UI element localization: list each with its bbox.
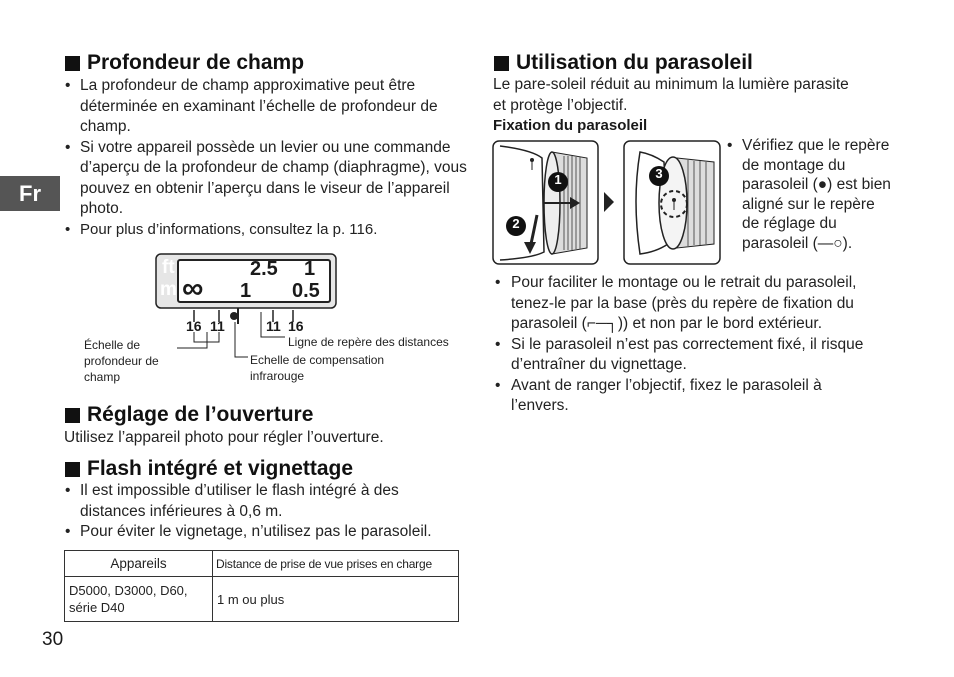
hood-attach-illustration	[492, 140, 722, 266]
depth-of-field-title: Profondeur de champ	[87, 51, 305, 74]
heading-square-icon	[65, 56, 80, 71]
flash-heading	[65, 457, 353, 481]
unit-ft: ft	[162, 257, 175, 278]
aperture-text: Utilisez l’appareil photo pour régler l’ouverture.	[64, 429, 384, 446]
aperture-title: Réglage de l’ouverture	[87, 403, 314, 426]
hood-title: Utilisation du parasoleil	[516, 51, 753, 74]
step-2-badge: 2	[512, 216, 520, 231]
ft-value-1: 1	[304, 258, 316, 280]
aperture-heading	[65, 403, 313, 427]
dof-scale-diagram	[80, 252, 470, 392]
dof-mark-11-right: 11	[266, 318, 281, 334]
table-header-cameras: Appareils	[65, 551, 213, 577]
table-row	[65, 577, 459, 622]
list-item: • Pour éviter le vignetage, n’utilisez pas le parasoleil.	[64, 522, 464, 543]
list-item: • Pour plus d’informations, consultez la p. 116.	[64, 220, 469, 241]
depth-of-field-bullets	[64, 76, 469, 240]
hood-illustrations	[492, 140, 722, 266]
page-number: 30	[42, 629, 64, 650]
flash-title: Flash intégré et vignettage	[87, 457, 354, 480]
hood-heading	[494, 51, 753, 75]
language-tab: Fr	[0, 176, 60, 211]
list-item: • Pour faciliter le montage ou le retrait du parasoleil, tenez-le par la base (près du repère de fixation du parasoleil (⌐─┐)) et non par le bord extérieur.	[494, 273, 874, 335]
list-item: • Avant de ranger l’objectif, fixez le parasoleil à l’envers.	[494, 376, 874, 417]
hood-intro: Le pare-soleil réduit au minimum la lumière parasite et protège l’objectif.	[493, 76, 849, 114]
list-item: • La profondeur de champ approximative peut être déterminée en examinant l’échelle de profondeur de champ.	[64, 76, 469, 138]
heading-square-icon	[65, 462, 80, 477]
table-header-row	[65, 551, 459, 577]
hood-bullets	[494, 273, 874, 417]
m-value-1: 1	[240, 280, 252, 302]
flash-bullets	[64, 481, 464, 543]
m-value-0-5: 0.5	[292, 280, 320, 302]
dof-mark-11-left: 11	[210, 318, 225, 334]
label-infrared: Echelle de compensation infrarouge	[250, 353, 385, 383]
list-item: • Si votre appareil possède un levier ou une commande d’aperçu de la profondeur de champ (diaphragme), vous pouvez en obtenir l’aperçu dans le viseur de l’appareil photo.	[64, 138, 469, 220]
list-item: • Si le parasoleil n’est pas correctement fixé, il risque d’entraîner du vignettage.	[494, 335, 874, 376]
hood-check-note: • Vérifiez que le repère de montage du parasoleil (●) est bien aligné sur le repère de réglage du parasoleil (—○).	[726, 136, 896, 253]
heading-square-icon	[494, 56, 509, 71]
label-dof-scale: Échelle de profondeur de champ	[84, 338, 159, 384]
table-cell-cameras: D5000, D3000, D60, série D40	[65, 577, 213, 622]
camera-distance-table	[64, 550, 459, 622]
unit-m: m	[160, 279, 177, 300]
label-distance-index: Ligne de repère des distances	[288, 335, 449, 349]
ft-value-2-5: 2.5	[250, 258, 278, 280]
step-1-badge: 1	[554, 172, 562, 187]
table-cell-distance: 1 m ou plus	[213, 577, 459, 622]
step-3-badge: 3	[655, 166, 663, 181]
depth-of-field-heading	[65, 51, 304, 75]
dof-mark-16-right: 16	[288, 318, 304, 334]
m-value-infinity: ∞	[182, 272, 204, 305]
table-header-distance: Distance de prise de vue prises en charge	[213, 551, 459, 577]
heading-square-icon	[65, 408, 80, 423]
dof-mark-16-left: 16	[186, 318, 202, 334]
hood-subtitle: Fixation du parasoleil	[493, 117, 648, 134]
list-item: • Il est impossible d’utiliser le flash intégré à des distances inférieures à 0,6 m.	[64, 481, 464, 522]
